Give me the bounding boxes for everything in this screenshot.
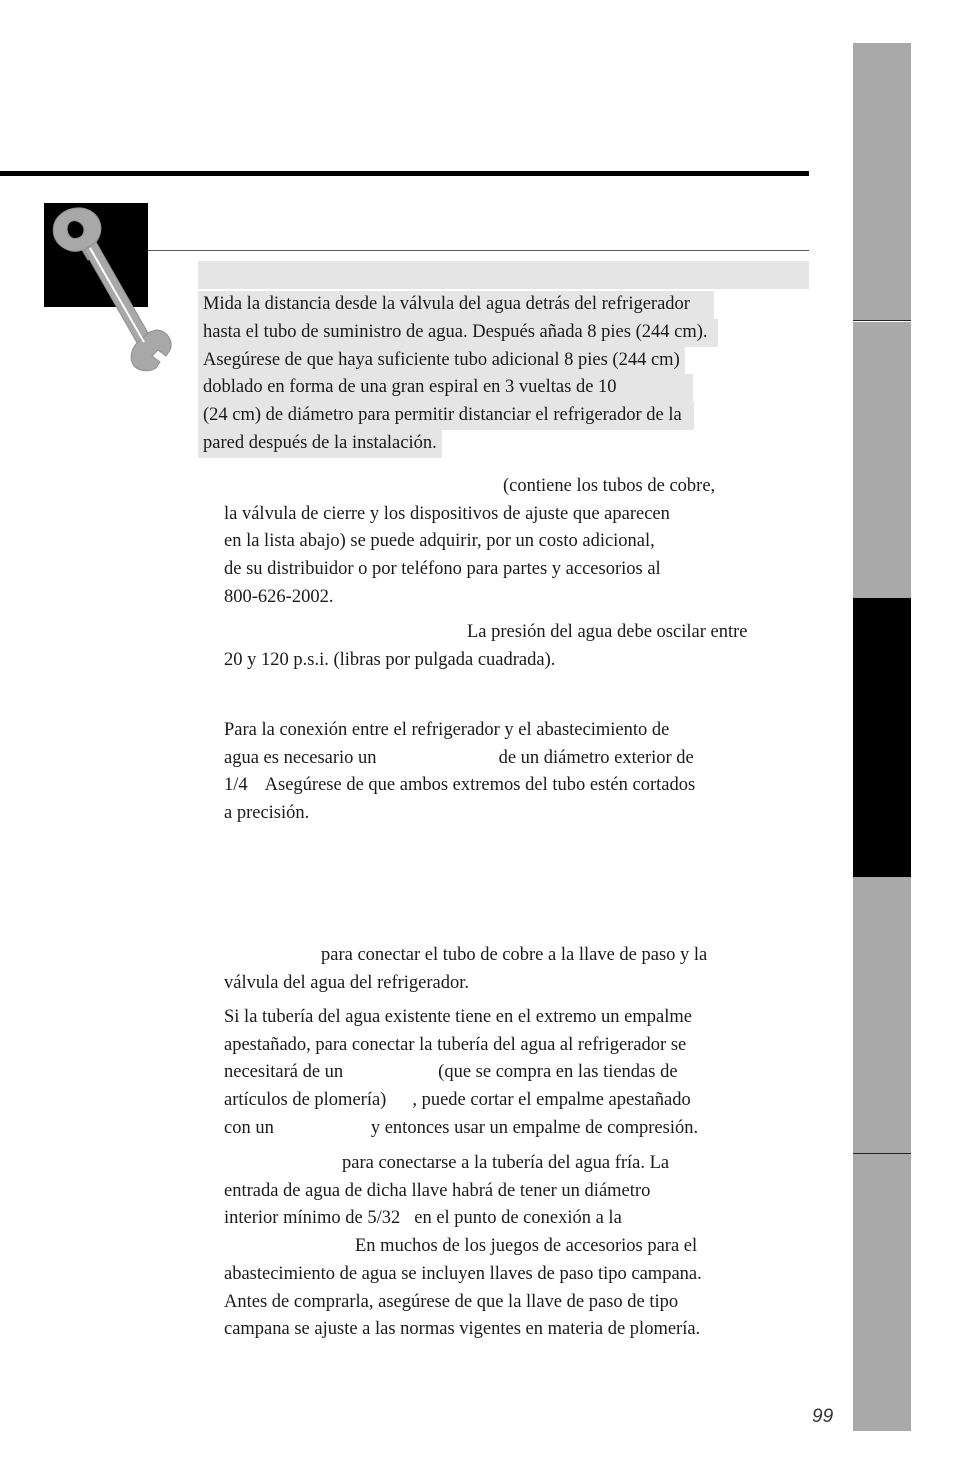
text-line: campana se ajuste a las normas vigentes en materia de plomería. <box>224 1319 701 1340</box>
text-line: necesitará de un <box>224 1062 344 1083</box>
valve-paragraph <box>224 1150 702 1344</box>
text-line: interior mínimo de 5/32 <box>224 1208 401 1229</box>
wrench-icon <box>40 200 190 380</box>
side-tab-active <box>853 598 911 877</box>
text-line: entrada de agua de dicha llave habrá de tener un diámetro <box>224 1180 651 1201</box>
side-tab-1 <box>853 43 911 321</box>
text-line: apestañado, para conectar la tubería del agua al refrigerador se <box>224 1034 687 1055</box>
highlight-strip <box>198 261 809 289</box>
text-line: y entonces usar un empalme de compresión. <box>370 1117 699 1138</box>
highlight-paragraph <box>198 291 818 458</box>
side-tab-divider <box>853 320 911 321</box>
section-rule <box>148 250 809 251</box>
highlight-line: Asegúrese de que haya suficiente tubo adicional 8 pies (244 cm) <box>198 347 685 375</box>
text-line: válvula del agua del refrigerador. <box>224 972 470 993</box>
text-line: Asegúrese de que ambos extremos del tubo estén cortados <box>264 775 696 796</box>
side-tab-4 <box>853 1154 911 1431</box>
text-line: abastecimiento de agua se incluyen llaves de paso tipo campana. <box>224 1263 702 1284</box>
highlight-line: pared después de la instalación. <box>198 430 442 458</box>
page-number: 99 <box>812 1406 834 1427</box>
phone-number: 800-626-2002. <box>224 586 334 607</box>
highlight-line: doblado en forma de una gran espiral en 3 vueltas de 10 <box>198 374 693 402</box>
kit-paragraph <box>224 473 715 612</box>
text-line: para conectarse a la tubería del agua fría. La <box>342 1153 670 1173</box>
text-line: con un <box>224 1117 274 1138</box>
text-line: agua es necesario un <box>224 747 377 768</box>
text-line: para conectar el tubo de cobre a la llave de paso y la <box>321 945 708 965</box>
text-line: en el punto de conexión a la <box>414 1208 622 1229</box>
fittings-paragraph <box>224 942 707 997</box>
text-line: Si la tubería del agua existente tiene en el extremo un empalme <box>224 1007 692 1027</box>
text-line: de su distribuidor o por teléfono para partes y accesorios al <box>224 559 661 580</box>
side-tab-2 <box>853 322 911 598</box>
side-tab-3 <box>853 877 911 1153</box>
text-line: 1/4 <box>224 775 248 796</box>
text-line: Para la conexión entre el refrigerador y el abastecimiento de <box>224 720 670 740</box>
text-line: (contiene los tubos de cobre, <box>503 476 716 496</box>
text-line: de un diámetro exterior de <box>498 747 694 768</box>
text-line: , puede cortar el empalme apestañado <box>412 1090 691 1111</box>
text-line: La presión del agua debe oscilar entre <box>467 622 748 642</box>
header-rule <box>0 171 809 176</box>
text-line: 20 y 120 p.s.i. (libras por pulgada cuadrada). <box>224 649 556 670</box>
highlight-line: (24 cm) de diámetro para permitir distanciar el refrigerador de la <box>198 402 694 430</box>
flare-paragraph <box>224 1004 698 1143</box>
text-line: Antes de comprarla, asegúrese de que la llave de paso de tipo <box>224 1291 679 1312</box>
highlight-line: hasta el tubo de suministro de agua. Después añada 8 pies (244 cm). <box>198 319 718 347</box>
text-line: la válvula de cierre y los dispositivos de ajuste que aparecen <box>224 503 670 524</box>
tubing-paragraph <box>224 717 695 828</box>
text-line: artículos de plomería) <box>224 1090 387 1111</box>
text-line: en la lista abajo) se puede adquirir, por un costo adicional, <box>224 531 655 552</box>
pressure-paragraph <box>224 619 747 674</box>
text-line: a precisión. <box>224 803 310 824</box>
highlight-line: Mida la distancia desde la válvula del agua detrás del refrigerador <box>198 291 714 319</box>
text-line: En muchos de los juegos de accesorios para el <box>355 1236 698 1257</box>
text-line: (que se compra en las tiendas de <box>438 1062 678 1083</box>
